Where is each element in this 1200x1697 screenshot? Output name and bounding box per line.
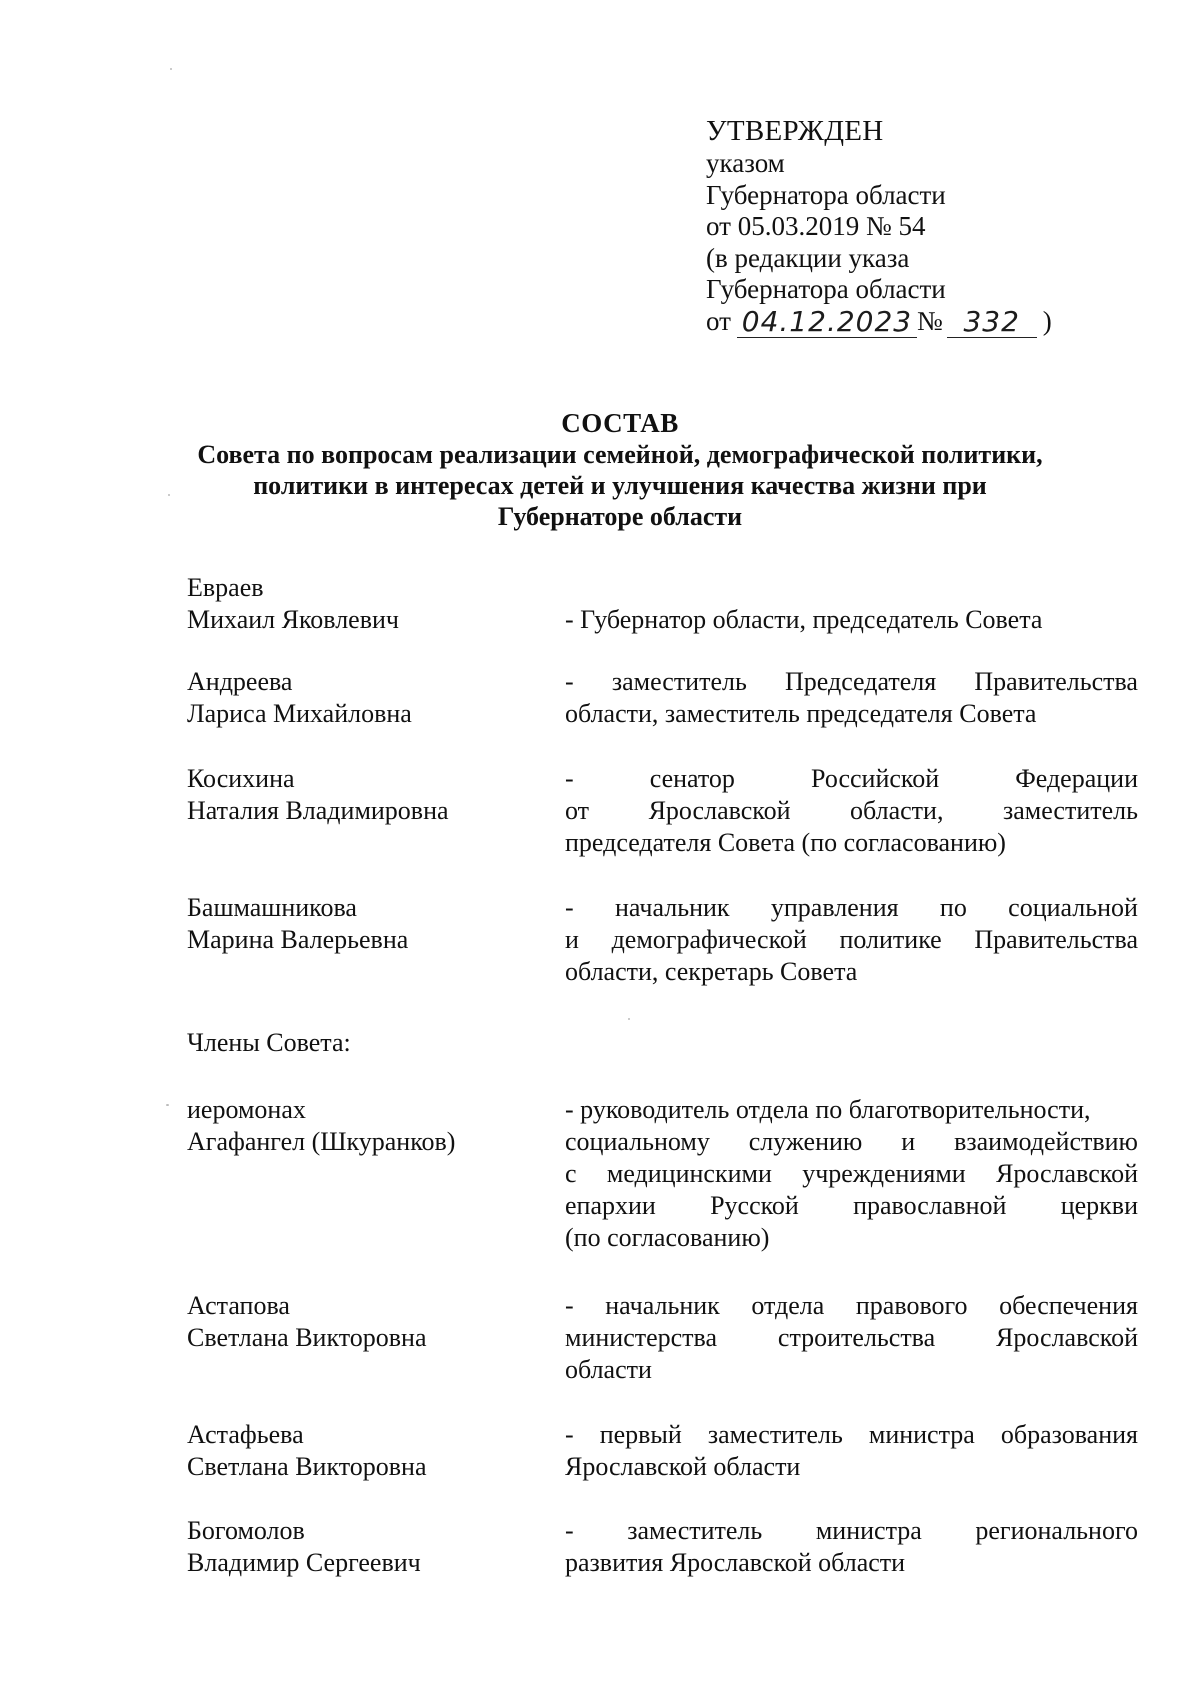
role-word: заместитель: [1002, 796, 1138, 825]
role-word: области,: [850, 796, 944, 825]
role-word: строительства: [777, 1323, 936, 1352]
title-line: политики в интересах детей и улучшения качества жизни при: [253, 471, 987, 500]
role-word: церкви: [1060, 1191, 1138, 1220]
role-word: первый: [599, 1420, 682, 1449]
role-word: с: [565, 1159, 577, 1188]
member-name: [187, 892, 517, 956]
member-given-names: Светлана Викторовна: [187, 1323, 427, 1352]
member-name: [187, 1419, 517, 1483]
member-role: [565, 1515, 1138, 1579]
role-word: -: [565, 893, 574, 922]
role-word: политике: [839, 925, 942, 954]
role-word: заместитель: [627, 1516, 763, 1545]
role-word: по: [939, 893, 967, 922]
role-word: заместитель: [707, 1420, 843, 1449]
member-role: [565, 666, 1138, 730]
role-word: министра: [815, 1516, 922, 1545]
role-word: начальник: [615, 893, 730, 922]
approval-line: указом: [706, 148, 785, 178]
approval-line: Губернатора области: [706, 274, 946, 305]
role-word: Русской: [710, 1191, 799, 1220]
role-line: [565, 1515, 1138, 1547]
member-given-names: Агафангел (Шкуранков): [187, 1127, 456, 1156]
role-line: [565, 892, 1138, 924]
role-word: обеспечения: [999, 1291, 1138, 1320]
title-main: СОСТАВ: [561, 408, 679, 438]
member-given-names: Наталия Владимировна: [187, 796, 449, 825]
role-line: области, заместитель председателя Совета: [565, 699, 1037, 728]
approval-heading: УТВЕРЖДЕН: [706, 115, 884, 147]
document-title: [170, 408, 1070, 532]
role-word: -: [565, 764, 574, 793]
role-word: Федерации: [1015, 764, 1138, 793]
role-line: [565, 763, 1138, 795]
member-surname: Евраев: [187, 573, 264, 602]
member-given-names: Светлана Викторовна: [187, 1452, 427, 1481]
role-word: -: [565, 667, 574, 696]
member-name: [187, 763, 517, 827]
role-word: министра: [868, 1420, 975, 1449]
member-role: [565, 604, 1138, 636]
role-word: Ярославской: [996, 1159, 1138, 1188]
role-line: [565, 1290, 1138, 1322]
role-word: Российской: [811, 764, 940, 793]
role-word: Правительства: [974, 925, 1138, 954]
title-line: Губернаторе области: [497, 502, 743, 531]
role-line: [565, 795, 1138, 827]
member-name: [187, 1515, 517, 1579]
member-name: [187, 572, 517, 636]
member-role: [565, 892, 1138, 988]
member-surname: Богомолов: [187, 1516, 305, 1545]
member-surname: иеромонах: [187, 1095, 306, 1124]
role-word: Председателя: [785, 667, 937, 696]
member-surname: Башмашникова: [187, 893, 357, 922]
role-word: медицинскими: [606, 1159, 772, 1188]
role-word: Ярославской: [648, 796, 791, 825]
role-word: служению: [748, 1127, 863, 1156]
scan-speck: [168, 494, 170, 496]
member-role: [565, 1290, 1138, 1386]
role-word: регионального: [975, 1516, 1138, 1545]
amendment-number-label: №: [916, 305, 943, 336]
amendment-prefix: от: [706, 305, 731, 336]
role-line: области, секретарь Совета: [565, 957, 858, 986]
role-word: управления: [770, 893, 899, 922]
member-role: [565, 1094, 1138, 1254]
role-line: [565, 1158, 1138, 1190]
member-given-names: Марина Валерьевна: [187, 925, 409, 954]
role-word: епархии: [565, 1191, 656, 1220]
role-word: заместитель: [611, 667, 747, 696]
member-surname: Астапова: [187, 1291, 290, 1320]
role-word: -: [565, 1420, 574, 1449]
member-surname: Астафьева: [187, 1420, 304, 1449]
role-word: Правительства: [974, 667, 1138, 696]
member-role: [565, 763, 1138, 859]
role-line: [565, 666, 1138, 698]
role-word: отдела: [751, 1291, 825, 1320]
role-word: министерства: [565, 1323, 718, 1352]
role-line: - руководитель отдела по благотворительности,: [565, 1095, 1091, 1124]
role-line: [565, 1419, 1138, 1451]
member-role: [565, 1419, 1138, 1483]
amendment-suffix: ): [1042, 305, 1052, 336]
member-surname: Андреева: [187, 667, 293, 696]
title-line: Совета по вопросам реализации семейной, демографической политики,: [197, 440, 1043, 469]
scan-speck: [166, 1104, 169, 1106]
role-word: социальному: [565, 1127, 710, 1156]
member-surname: Косихина: [187, 764, 295, 793]
amendment-line: [706, 306, 1126, 338]
role-word: сенатор: [649, 764, 735, 793]
member-name: [187, 1094, 517, 1158]
approval-block: [706, 114, 1126, 338]
amendment-number-handwritten: 332: [947, 307, 1037, 338]
member-given-names: Михаил Яковлевич: [187, 605, 399, 634]
amendment-date-handwritten: 04.12.2023: [737, 307, 917, 338]
role-line: (по согласованию): [565, 1223, 770, 1252]
role-line: - Губернатор области, председатель Совета: [565, 605, 1043, 634]
role-word: взаимодействию: [954, 1127, 1138, 1156]
member-given-names: Лариса Михайловна: [187, 699, 412, 728]
role-word: социальной: [1008, 893, 1138, 922]
role-word: православной: [853, 1191, 1007, 1220]
approval-line: от 05.03.2019 № 54: [706, 211, 926, 242]
role-word: -: [565, 1291, 574, 1320]
role-line: области: [565, 1355, 652, 1384]
member-name: [187, 666, 517, 730]
role-line: Ярославской области: [565, 1452, 801, 1481]
approval-line: (в редакции указа: [706, 242, 910, 273]
member-given-names: Владимир Сергеевич: [187, 1548, 421, 1577]
member-name: [187, 1290, 517, 1354]
role-line: [565, 1322, 1138, 1354]
role-word: и: [565, 925, 579, 954]
role-word: Ярославской: [996, 1323, 1138, 1352]
role-word: от: [565, 796, 590, 825]
role-word: начальник: [605, 1291, 720, 1320]
role-word: образования: [1000, 1420, 1138, 1449]
role-line: председателя Совета (по согласованию): [565, 828, 1006, 857]
approval-line: Губернатора области: [706, 179, 946, 210]
role-line: [565, 1190, 1138, 1222]
role-word: правового: [855, 1291, 968, 1320]
role-word: учреждениями: [802, 1159, 966, 1188]
role-word: -: [565, 1516, 574, 1545]
role-line: [565, 1126, 1138, 1158]
role-line: [565, 924, 1138, 956]
members-label: Члены Совета:: [187, 1028, 351, 1057]
scan-speck: [628, 1018, 630, 1020]
role-word: демографической: [611, 925, 807, 954]
scan-speck: [170, 68, 172, 70]
role-word: и: [901, 1127, 916, 1156]
role-line: развития Ярославской области: [565, 1548, 906, 1577]
